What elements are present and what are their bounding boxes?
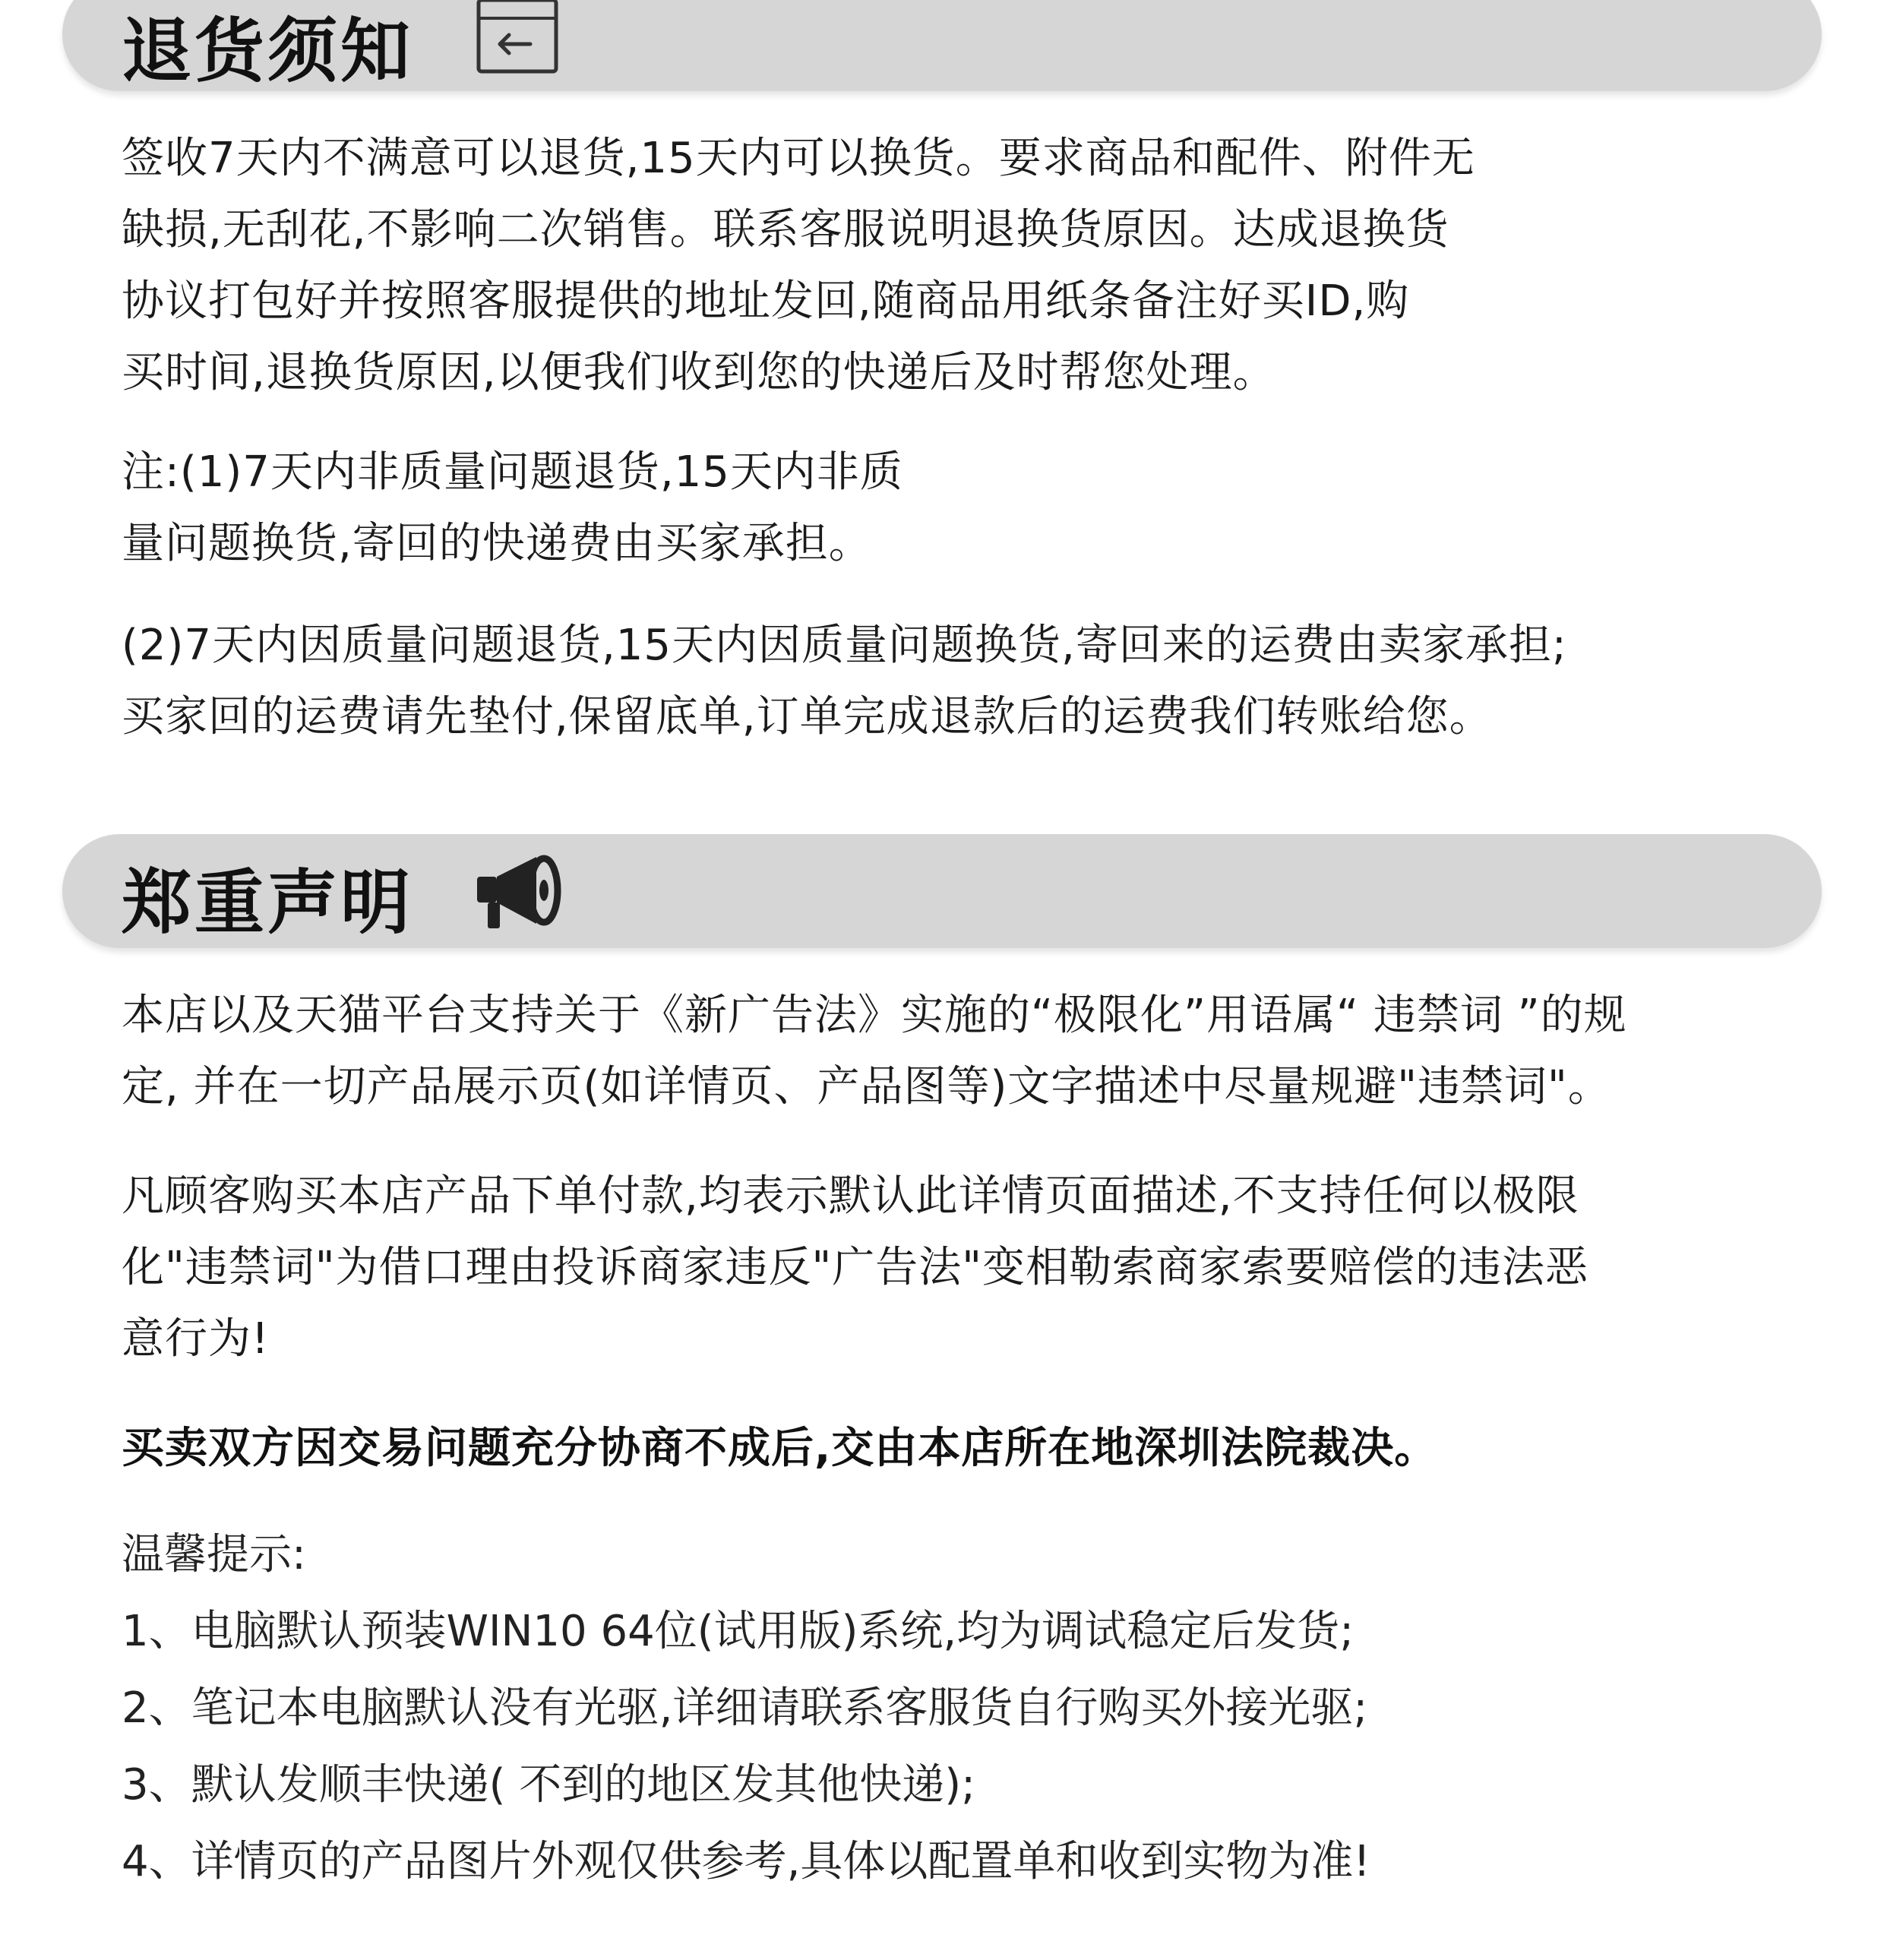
tip-item: 2、笔记本电脑默认没有光驱,详细请联系客服货自行购买外接光驱; bbox=[122, 1683, 1368, 1733]
jurisdiction-statement: 买卖双方因交易问题充分协商不成后,交由本店所在地深圳法院裁决。 bbox=[122, 1424, 1438, 1473]
tips-list bbox=[122, 1516, 1370, 1900]
tip-item: 1、电脑默认预装WIN10 64位(试用版)系统,均为调试稳定后发货; bbox=[122, 1607, 1355, 1656]
megaphone-icon bbox=[471, 849, 570, 933]
declaration-paragraph-1: 本店以及天猫平台支持关于《新广告法》实施的“极限化”用语属“ 违禁词 ”的规 定, 并在一切产品展示页(如详情页、产品图等)文字描述中尽量规避"违禁词"。 bbox=[122, 991, 1627, 1111]
declaration-paragraph-2: 凡顾客购买本店产品下单付款,均表示默认此详情页面描述,不支持任何以极限 化"违禁词"为借口理由投诉商家违反"广告法"变相勒索商家索要赔偿的违法恶 意行为! bbox=[122, 1171, 1589, 1364]
declaration-title: 郑重声明 bbox=[122, 862, 414, 944]
return-box-icon bbox=[476, 0, 559, 76]
tip-item: 3、默认发顺丰快递( 不到的地区发其他快递); bbox=[122, 1760, 975, 1810]
return-note-2: (2)7天内因质量问题退货,15天内因质量问题换货,寄回来的运费由卖家承担; 买家回的运费请先垫付,保留底单,订单完成退款后的运费我们转账给您。 bbox=[122, 621, 1567, 741]
return-notice-title: 退货须知 bbox=[122, 11, 414, 92]
return-note-1: 注:(1)7天内非质量问题退货,15天内非质 量问题换货,寄回的快递费由买家承担。 bbox=[122, 447, 903, 568]
return-policy-paragraph: 签收7天内不满意可以退货,15天内可以换货。要求商品和配件、附件无 缺损,无刮花,不影响二次销售。联系客服说明退换货原因。达成退换货 协议打包好并按照客服提供的地址发回,随商品用纸条备注好买ID,购 买时间,退换货原因,以便我们收到您的快递后及时帮您处理。 bbox=[122, 134, 1475, 397]
tip-item: 4、详情页的产品图片外观仅供参考,具体以配置单和收到实物为准! bbox=[122, 1837, 1370, 1886]
tips-heading: 温馨提示: bbox=[122, 1530, 306, 1579]
